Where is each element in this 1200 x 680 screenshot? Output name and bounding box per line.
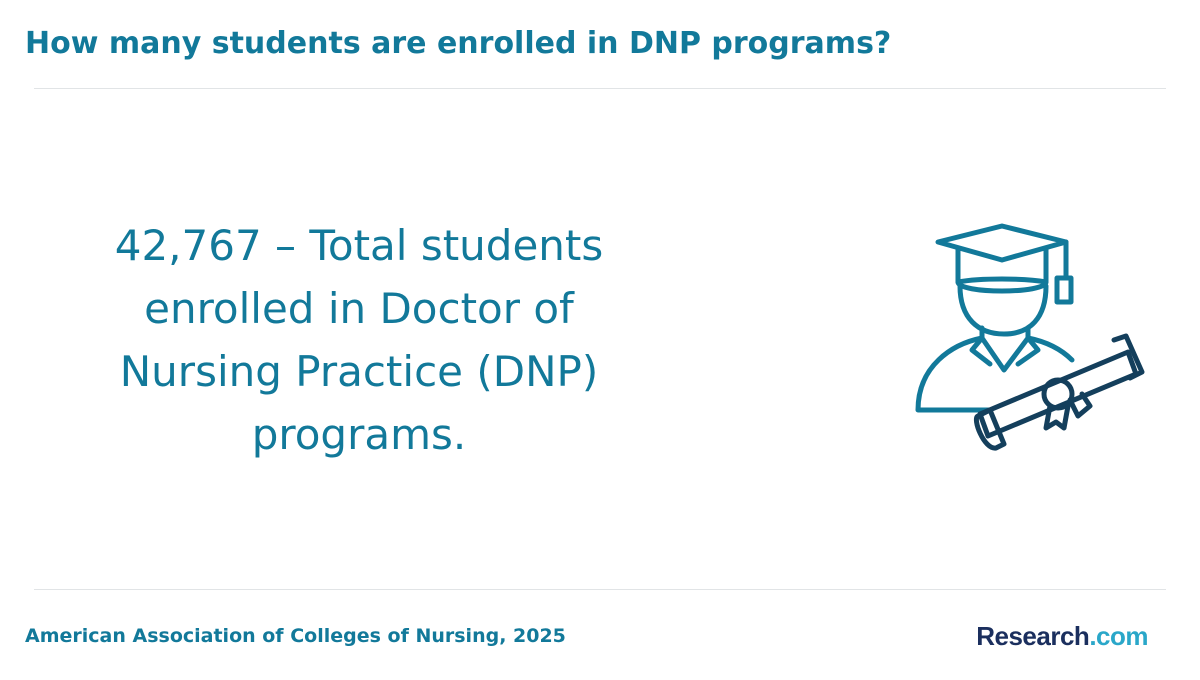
source-citation: American Association of Colleges of Nursing, 2025 xyxy=(25,625,566,647)
logo-text-domain: .com xyxy=(1089,621,1148,651)
logo-text-main: Research xyxy=(976,621,1090,651)
graduate-with-diploma-icon xyxy=(900,210,1150,470)
top-divider xyxy=(34,88,1166,89)
research-com-logo xyxy=(976,620,1148,652)
bottom-divider xyxy=(34,589,1166,590)
page-title: How many students are enrolled in DNP programs? xyxy=(25,26,892,61)
body-icon xyxy=(918,328,1072,410)
stat-text: 42,767 – Total students enrolled in Doctor of Nursing Practice (DNP) programs. xyxy=(114,221,604,459)
